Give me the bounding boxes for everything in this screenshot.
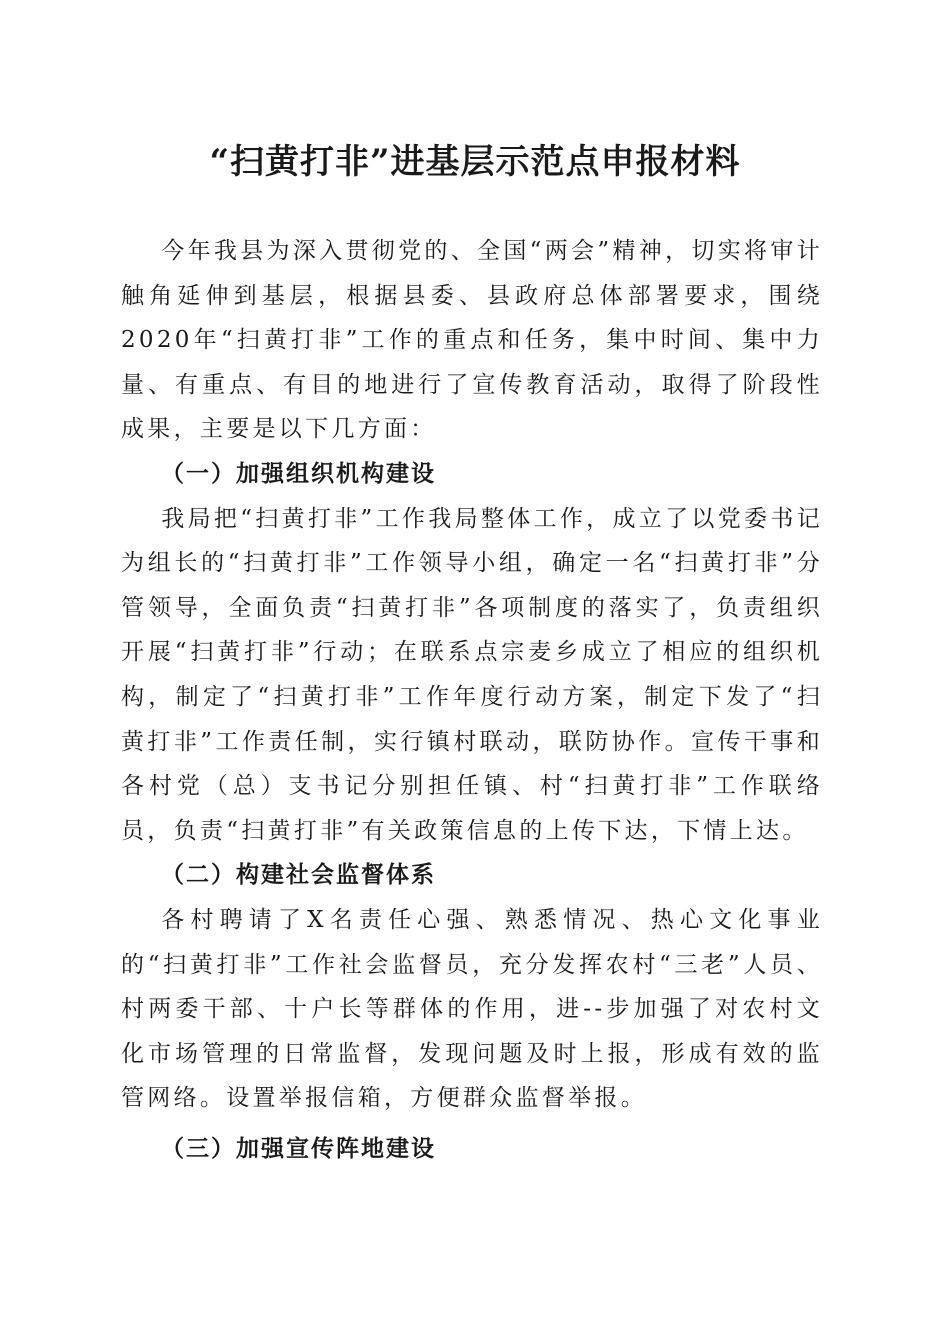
section-heading-1: （一）加强组织机构建设: [161, 459, 436, 487]
section-body-1: 我局把“扫黄打非”工作我局整体工作，成立了以党委书记为组长的“扫黄打非”工作领导小组，确定一名“扫黄打非”分管领导，全面负责“扫黄打非”各项制度的落实了，负责组织开展“扫黄打非”行动；在联系点宗麦乡成立了相应的组织机构，制定了“扫黄打非”工作年度行动方案，制定下发了“扫黄打非”工作责任制，实行镇村联动，联防协作。宣传干事和各村党（总）支书记分别担任镇、村“扫黄打非”工作联络员，负责“扫黄打非”有关政策信息的上传下达，下情上达。: [121, 505, 823, 844]
section-body-2: 各村聘请了X名责任心强、熟悉情况、热心文化事业的“扫黄打非”工作社会监督员，充分发挥农村“三老”人员、村两委干部、十户长等群体的作用，进--步加强了对农村文化市场管理的日常监督，发现问题及时上报，形成有效的监管网络。设置举报信箱，方便群众监督举报。: [121, 906, 823, 1112]
document-title: “扫黄打非”进基层示范点申报材料: [209, 142, 741, 182]
document-body: [121, 229, 823, 1171]
section-heading-2: （二）构建社会监督体系: [161, 861, 436, 889]
section-heading-3: （三）加强宣传阵地建设: [161, 1134, 436, 1162]
intro-paragraph: 今年我县为深入贯彻党的、全国“两会”精神，切实将审计触角延伸到基层，根据县委、县政府总体部署要求，围绕2020年“扫黄打非”工作的重点和任务，集中时间、集中力量、有重点、有目的地进行了宣传教育活动，取得了阶段性成果，主要是以下几方面：: [121, 238, 823, 443]
